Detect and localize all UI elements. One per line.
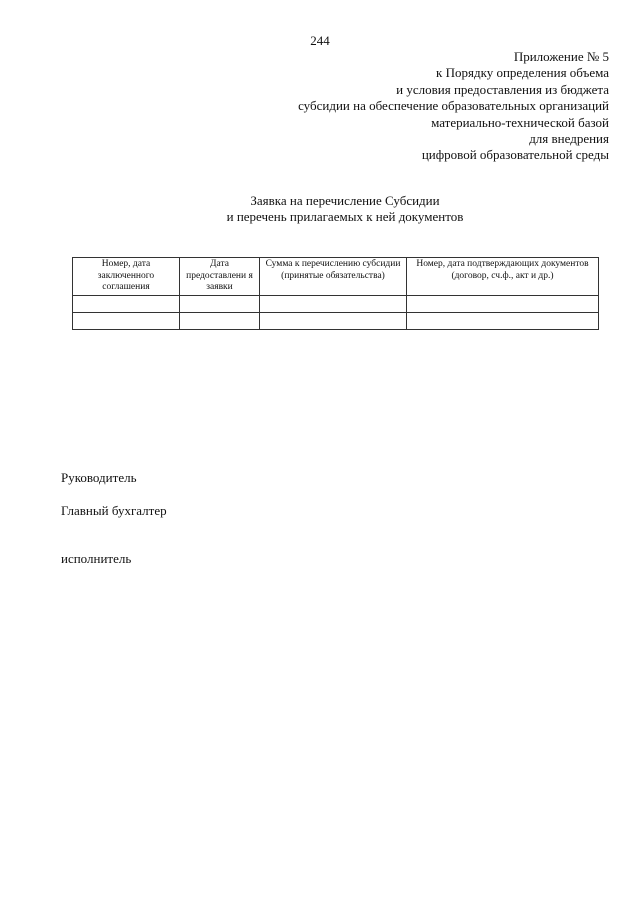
table-cell [180,313,260,330]
appendix-line: материально-технической базой [431,114,609,130]
table-row [73,296,599,313]
signature-head: Руководитель [61,470,137,485]
appendix-header [189,49,609,164]
column-header-documents: Номер, дата подтверждающих документов (договор, сч.ф., акт и др.) [407,258,599,296]
document-title [0,193,640,225]
signature-executor: исполнитель [61,551,132,566]
appendix-line: для внедрения [529,131,609,147]
appendix-line: к Порядку определения объема [436,65,609,81]
appendix-line: цифровой образовательной среды [421,147,609,163]
table-cell [260,296,407,313]
table-cell [73,296,180,313]
table-cell [180,296,260,313]
table-cell [407,313,599,330]
column-header-amount: Сумма к перечислению субсидии (принятые обязательства) [260,258,407,296]
appendix-line: субсидии на обеспечение образовательных организаций [298,98,609,114]
document-title-line: Заявка на перечисление Субсидии [250,193,440,208]
column-header-request-date: Дата предоставлени я заявки [180,258,260,296]
column-header-agreement: Номер, дата заключенного соглашения [73,258,180,296]
appendix-line: и условия предоставления из бюджета [396,81,609,97]
table-cell [73,313,180,330]
table-row [73,313,599,330]
table-header-row [73,258,599,296]
page-number: 244 [310,33,330,48]
table-cell [407,296,599,313]
appendix-line: Приложение № 5 [513,49,609,64]
table-cell [260,313,407,330]
request-table [72,257,599,330]
signature-chief-accountant: Главный бухгалтер [61,503,167,518]
document-title-line: и перечень прилагаемых к ней документов [226,209,464,224]
